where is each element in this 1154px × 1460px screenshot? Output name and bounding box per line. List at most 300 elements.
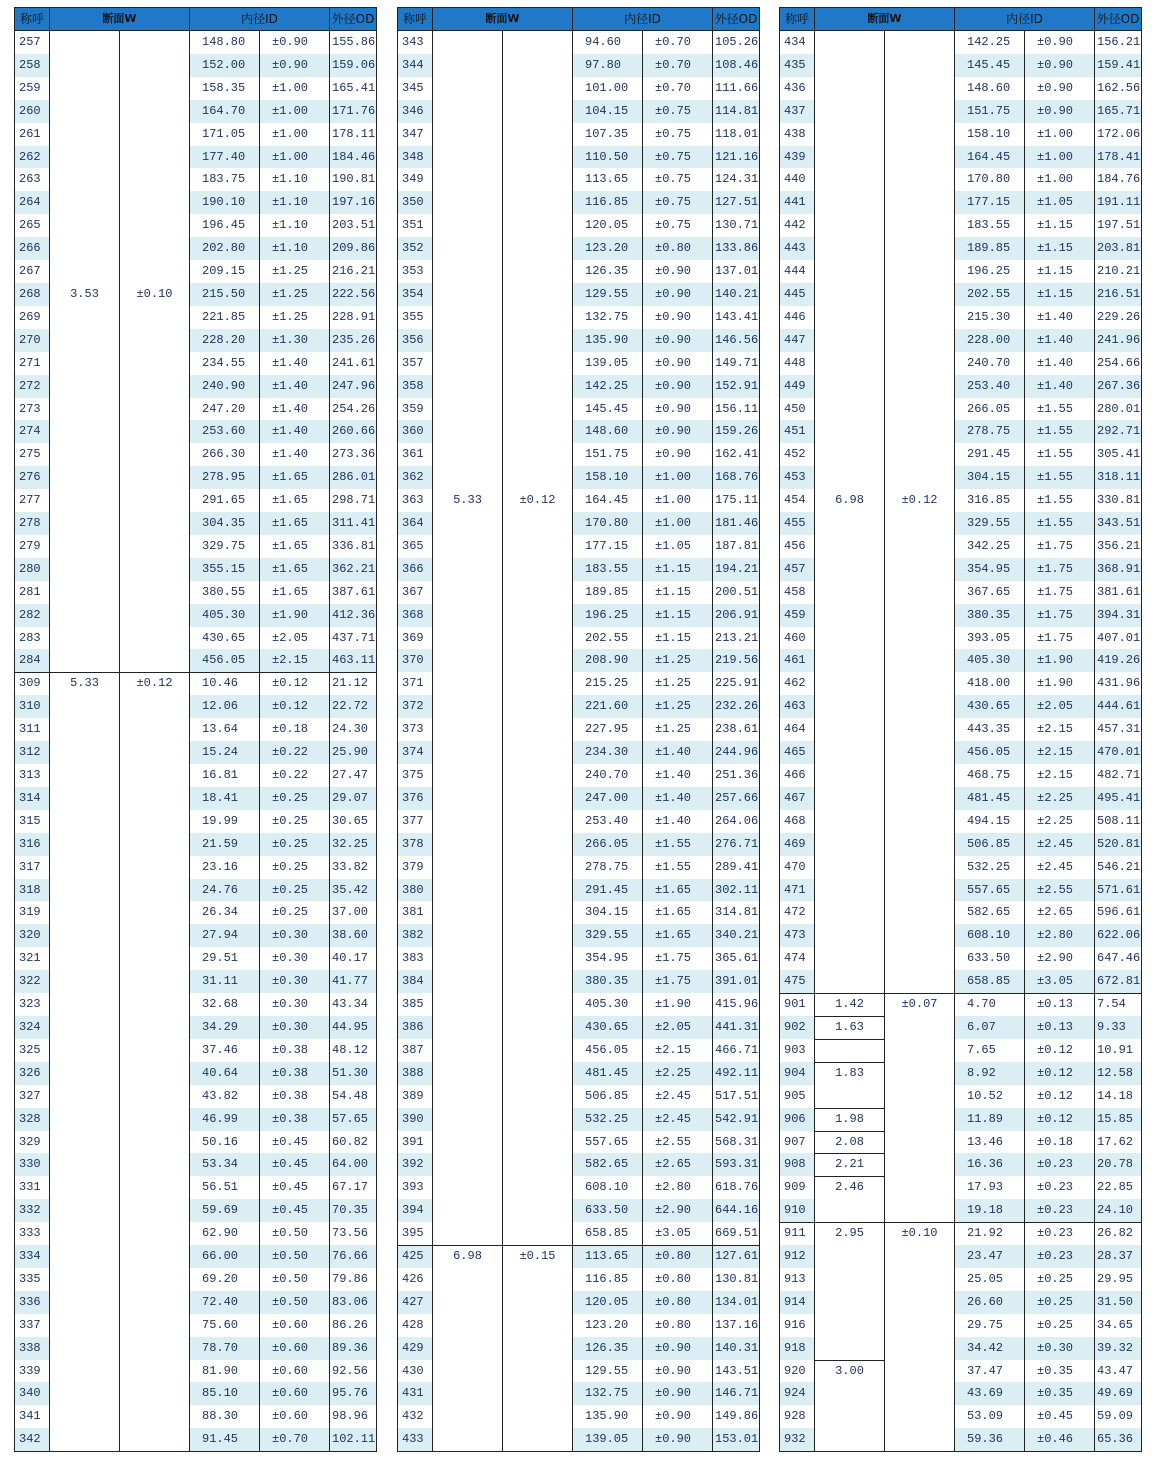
table-row: [15, 1062, 376, 1085]
section-w-cell: [814, 970, 884, 993]
table-row: [398, 672, 759, 695]
table-row: [780, 260, 1141, 283]
inner-diameter-tol-cell: ±2.15: [642, 1039, 712, 1062]
code-cell: 426: [398, 1268, 432, 1291]
code-cell: 325: [15, 1039, 49, 1062]
inner-diameter-cell: 43.82: [189, 1085, 259, 1108]
inner-diameter-cell: 304.35: [189, 512, 259, 535]
inner-diameter-cell: 10.46: [189, 672, 259, 695]
section-w-tol-cell: [502, 100, 572, 123]
inner-diameter-cell: 253.40: [954, 375, 1024, 398]
inner-diameter-cell: 202.55: [572, 627, 642, 650]
section-w-cell: [49, 764, 119, 787]
inner-diameter-tol-cell: ±2.05: [1024, 695, 1094, 718]
inner-diameter-tol-cell: ±1.00: [259, 123, 329, 146]
code-cell: 377: [398, 810, 432, 833]
inner-diameter-cell: 72.40: [189, 1291, 259, 1314]
table-row: [780, 741, 1141, 764]
section-w-tol-cell: [119, 191, 189, 214]
inner-diameter-tol-cell: ±1.40: [642, 741, 712, 764]
inner-diameter-cell: 380.55: [189, 581, 259, 604]
outer-diameter-cell: 57.65: [329, 1108, 376, 1131]
code-cell: 279: [15, 535, 49, 558]
inner-diameter-cell: 31.11: [189, 970, 259, 993]
inner-diameter-cell: 189.85: [572, 581, 642, 604]
section-w-tol-cell: [119, 1085, 189, 1108]
table-row: [398, 1039, 759, 1062]
code-cell: 470: [780, 856, 814, 879]
section-w-cell: [49, 398, 119, 421]
table-row: [780, 718, 1141, 741]
section-w-cell: [814, 1039, 884, 1062]
code-cell: 263: [15, 168, 49, 191]
code-cell: 336: [15, 1291, 49, 1314]
section-w-tol-cell: ±0.10: [884, 1222, 954, 1245]
table-row: [15, 191, 376, 214]
inner-diameter-cell: 190.10: [189, 191, 259, 214]
section-w-cell: [49, 1360, 119, 1383]
outer-diameter-cell: 130.71: [712, 214, 759, 237]
outer-diameter-cell: 171.76: [329, 100, 376, 123]
code-cell: 389: [398, 1085, 432, 1108]
section-w-tol-cell: [119, 466, 189, 489]
inner-diameter-tol-cell: ±1.10: [259, 168, 329, 191]
table-row: [780, 535, 1141, 558]
table-row: [15, 947, 376, 970]
section-w-tol-cell: ±0.12: [502, 489, 572, 512]
outer-diameter-cell: 124.31: [712, 168, 759, 191]
inner-diameter-tol-cell: ±0.50: [259, 1291, 329, 1314]
header-outer-diameter: 外径OD: [1094, 8, 1141, 30]
table-row: [15, 466, 376, 489]
outer-diameter-cell: 27.47: [329, 764, 376, 787]
code-cell: 278: [15, 512, 49, 535]
inner-diameter-cell: 253.40: [572, 810, 642, 833]
inner-diameter-tol-cell: ±1.40: [642, 787, 712, 810]
section-w-tol-cell: [502, 466, 572, 489]
inner-diameter-cell: 50.16: [189, 1131, 259, 1154]
outer-diameter-cell: 437.71: [329, 627, 376, 650]
inner-diameter-cell: 18.41: [189, 787, 259, 810]
code-cell: 391: [398, 1131, 432, 1154]
inner-diameter-cell: 183.55: [954, 214, 1024, 237]
section-w-tol-cell: [119, 947, 189, 970]
section-w-cell: [432, 764, 502, 787]
table-row: [780, 329, 1141, 352]
table-row: [780, 306, 1141, 329]
section-w-tol-cell: [502, 191, 572, 214]
section-w-cell: [814, 352, 884, 375]
outer-diameter-cell: 644.16: [712, 1199, 759, 1222]
outer-diameter-cell: 48.12: [329, 1039, 376, 1062]
section-w-cell: [432, 329, 502, 352]
section-w-cell: [432, 100, 502, 123]
outer-diameter-cell: 17.62: [1094, 1131, 1141, 1154]
code-cell: 440: [780, 168, 814, 191]
section-w-tol-cell: [119, 1382, 189, 1405]
section-w-tol-cell: [119, 420, 189, 443]
code-cell: 392: [398, 1153, 432, 1176]
outer-diameter-cell: 35.42: [329, 879, 376, 902]
inner-diameter-cell: 304.15: [954, 466, 1024, 489]
outer-diameter-cell: 216.21: [329, 260, 376, 283]
section-w-tol-cell: [502, 558, 572, 581]
inner-diameter-cell: 355.15: [189, 558, 259, 581]
code-cell: 343: [398, 31, 432, 54]
inner-diameter-tol-cell: ±1.00: [642, 466, 712, 489]
table-row: [398, 649, 759, 672]
section-w-tol-cell: [502, 1382, 572, 1405]
outer-diameter-cell: 31.50: [1094, 1291, 1141, 1314]
inner-diameter-tol-cell: ±0.23: [1024, 1199, 1094, 1222]
inner-diameter-tol-cell: ±0.60: [259, 1360, 329, 1383]
section-w-tol-cell: [119, 329, 189, 352]
section-w-cell: [432, 718, 502, 741]
table-row: [398, 581, 759, 604]
section-w-tol-cell: [502, 672, 572, 695]
inner-diameter-cell: 227.95: [572, 718, 642, 741]
section-w-tol-cell: [119, 31, 189, 54]
code-cell: 353: [398, 260, 432, 283]
inner-diameter-tol-cell: ±0.12: [1024, 1108, 1094, 1131]
code-cell: 268: [15, 283, 49, 306]
code-cell: 318: [15, 879, 49, 902]
section-w-cell: [49, 1382, 119, 1405]
code-cell: 341: [15, 1405, 49, 1428]
inner-diameter-tol-cell: ±0.38: [259, 1039, 329, 1062]
section-w-cell: 2.21: [814, 1153, 884, 1176]
code-cell: 337: [15, 1314, 49, 1337]
table-row: [398, 1222, 759, 1245]
section-w-cell: [49, 649, 119, 672]
header-code: 称呼: [402, 12, 427, 26]
inner-diameter-cell: 608.10: [572, 1176, 642, 1199]
section-w-cell: [814, 535, 884, 558]
inner-diameter-cell: 170.80: [954, 168, 1024, 191]
table-row: [398, 879, 759, 902]
section-w-cell: [432, 810, 502, 833]
outer-diameter-cell: 466.71: [712, 1039, 759, 1062]
table-row: [15, 924, 376, 947]
table-row: [780, 1360, 1141, 1383]
section-w-cell: [814, 1268, 884, 1291]
outer-diameter-cell: 49.69: [1094, 1382, 1141, 1405]
section-w-cell: 1.83: [814, 1062, 884, 1085]
inner-diameter-tol-cell: ±0.90: [1024, 77, 1094, 100]
section-w-cell: [49, 1176, 119, 1199]
inner-diameter-cell: 633.50: [954, 947, 1024, 970]
table-row: [398, 558, 759, 581]
section-w-cell: [432, 443, 502, 466]
inner-diameter-tol-cell: ±1.05: [1024, 191, 1094, 214]
outer-diameter-cell: 10.91: [1094, 1039, 1141, 1062]
outer-diameter-cell: 9.33: [1094, 1016, 1141, 1039]
table-row: [780, 1131, 1141, 1154]
section-w-tol-cell: [884, 1108, 954, 1131]
inner-diameter-tol-cell: ±2.15: [259, 649, 329, 672]
code-cell: 338: [15, 1337, 49, 1360]
outer-diameter-cell: 232.26: [712, 695, 759, 718]
section-w-cell: [814, 329, 884, 352]
outer-diameter-cell: 492.11: [712, 1062, 759, 1085]
outer-diameter-cell: 140.31: [712, 1337, 759, 1360]
section-w-tol-cell: [502, 1268, 572, 1291]
section-w-cell: [49, 924, 119, 947]
outer-diameter-cell: 22.72: [329, 695, 376, 718]
inner-diameter-tol-cell: ±0.12: [1024, 1039, 1094, 1062]
section-w-cell: [432, 398, 502, 421]
outer-diameter-cell: 302.11: [712, 879, 759, 902]
section-w-tol-cell: [119, 1108, 189, 1131]
section-w-cell: [49, 306, 119, 329]
code-cell: 326: [15, 1062, 49, 1085]
inner-diameter-cell: 53.09: [954, 1405, 1024, 1428]
inner-diameter-tol-cell: ±1.55: [1024, 489, 1094, 512]
code-cell: 334: [15, 1245, 49, 1268]
section-w-cell: [814, 54, 884, 77]
code-cell: 284: [15, 649, 49, 672]
table-row: [15, 879, 376, 902]
inner-diameter-cell: 418.00: [954, 672, 1024, 695]
outer-diameter-cell: 254.66: [1094, 352, 1141, 375]
code-cell: 906: [780, 1108, 814, 1131]
table-row: [15, 375, 376, 398]
outer-diameter-cell: 289.41: [712, 856, 759, 879]
inner-diameter-tol-cell: ±1.90: [1024, 672, 1094, 695]
table-row: [15, 352, 376, 375]
table-row: [15, 1222, 376, 1245]
section-w-cell: [49, 77, 119, 100]
section-w-tol-cell: [884, 31, 954, 54]
section-w-cell: [432, 1199, 502, 1222]
outer-diameter-cell: 343.51: [1094, 512, 1141, 535]
code-cell: 274: [15, 420, 49, 443]
inner-diameter-cell: 164.45: [954, 146, 1024, 169]
section-w-tol-cell: [884, 879, 954, 902]
section-w-cell: [49, 833, 119, 856]
table-row: [780, 1268, 1141, 1291]
table-row: [780, 833, 1141, 856]
inner-diameter-cell: 13.46: [954, 1131, 1024, 1154]
code-cell: 439: [780, 146, 814, 169]
section-w-cell: [49, 1222, 119, 1245]
table-row: [780, 466, 1141, 489]
code-cell: 340: [15, 1382, 49, 1405]
outer-diameter-cell: 28.37: [1094, 1245, 1141, 1268]
inner-diameter-cell: 278.75: [954, 420, 1024, 443]
outer-diameter-cell: 200.51: [712, 581, 759, 604]
section-w-cell: [432, 1039, 502, 1062]
inner-diameter-tol-cell: ±1.15: [1024, 237, 1094, 260]
section-w-tol-cell: [884, 833, 954, 856]
code-cell: 441: [780, 191, 814, 214]
table-row: [398, 947, 759, 970]
code-cell: 276: [15, 466, 49, 489]
table-row: [398, 535, 759, 558]
inner-diameter-tol-cell: ±1.40: [1024, 352, 1094, 375]
inner-diameter-tol-cell: ±1.40: [259, 398, 329, 421]
section-w-tol-cell: [884, 604, 954, 627]
code-cell: 320: [15, 924, 49, 947]
outer-diameter-cell: 64.00: [329, 1153, 376, 1176]
inner-diameter-cell: 142.25: [954, 31, 1024, 54]
table-row: [398, 856, 759, 879]
inner-diameter-tol-cell: ±1.55: [1024, 420, 1094, 443]
table-row: [780, 31, 1141, 54]
table-row: [780, 54, 1141, 77]
section-w-tol-cell: [884, 741, 954, 764]
code-cell: 383: [398, 947, 432, 970]
inner-diameter-tol-cell: ±0.60: [259, 1314, 329, 1337]
outer-diameter-cell: 622.06: [1094, 924, 1141, 947]
section-w-tol-cell: [884, 1314, 954, 1337]
outer-diameter-cell: 542.91: [712, 1108, 759, 1131]
section-w-cell: [432, 191, 502, 214]
table-row: [15, 604, 376, 627]
section-w-tol-cell: ±0.12: [884, 489, 954, 512]
code-cell: 261: [15, 123, 49, 146]
section-w-cell: [814, 1291, 884, 1314]
code-cell: 429: [398, 1337, 432, 1360]
table-row: [398, 993, 759, 1016]
outer-diameter-cell: 251.36: [712, 764, 759, 787]
inner-diameter-cell: 123.20: [572, 237, 642, 260]
code-cell: 370: [398, 649, 432, 672]
inner-diameter-tol-cell: ±0.25: [259, 833, 329, 856]
section-w-cell: 6.98: [814, 489, 884, 512]
inner-diameter-cell: 59.36: [954, 1428, 1024, 1451]
code-cell: 379: [398, 856, 432, 879]
section-w-tol-cell: [502, 283, 572, 306]
table-row: [398, 375, 759, 398]
table-row: [398, 489, 759, 512]
section-w-cell: [432, 237, 502, 260]
outer-diameter-cell: 441.31: [712, 1016, 759, 1039]
code-cell: 908: [780, 1153, 814, 1176]
outer-diameter-cell: 67.17: [329, 1176, 376, 1199]
section-w-cell: [49, 260, 119, 283]
code-cell: 349: [398, 168, 432, 191]
inner-diameter-tol-cell: ±0.38: [259, 1108, 329, 1131]
code-cell: 465: [780, 741, 814, 764]
inner-diameter-cell: 240.70: [572, 764, 642, 787]
section-w-tol-cell: [119, 1405, 189, 1428]
table-row: [398, 1131, 759, 1154]
code-cell: 311: [15, 718, 49, 741]
outer-diameter-cell: 219.56: [712, 649, 759, 672]
outer-diameter-cell: 156.21: [1094, 31, 1141, 54]
inner-diameter-tol-cell: ±0.60: [259, 1337, 329, 1360]
inner-diameter-cell: 171.05: [189, 123, 259, 146]
header-section-w: 断面W: [49, 8, 189, 30]
outer-diameter-cell: 111.66: [712, 77, 759, 100]
inner-diameter-tol-cell: ±0.22: [259, 764, 329, 787]
outer-diameter-cell: 175.11: [712, 489, 759, 512]
inner-diameter-cell: 59.69: [189, 1199, 259, 1222]
outer-diameter-cell: 213.21: [712, 627, 759, 650]
inner-diameter-tol-cell: ±0.30: [259, 947, 329, 970]
inner-diameter-cell: 132.75: [572, 1382, 642, 1405]
section-w-cell: [432, 947, 502, 970]
inner-diameter-tol-cell: ±2.90: [642, 1199, 712, 1222]
code-cell: 472: [780, 901, 814, 924]
inner-diameter-cell: 19.99: [189, 810, 259, 833]
section-w-tol-cell: [884, 1245, 954, 1268]
code-cell: 450: [780, 398, 814, 421]
table-row: [398, 1382, 759, 1405]
code-cell: 266: [15, 237, 49, 260]
section-w-tol-cell: [119, 123, 189, 146]
table-row: [15, 1016, 376, 1039]
outer-diameter-cell: 149.86: [712, 1405, 759, 1428]
section-w-cell: [49, 466, 119, 489]
code-cell: 324: [15, 1016, 49, 1039]
code-cell: 913: [780, 1268, 814, 1291]
table-row: [780, 375, 1141, 398]
section-w-tol-cell: [502, 54, 572, 77]
code-cell: 901: [780, 993, 814, 1016]
inner-diameter-tol-cell: ±0.75: [642, 214, 712, 237]
outer-diameter-cell: 178.11: [329, 123, 376, 146]
code-cell: 466: [780, 764, 814, 787]
header-code: 称呼: [784, 12, 809, 26]
table-row: [398, 1199, 759, 1222]
table-row: [15, 146, 376, 169]
code-cell: 381: [398, 901, 432, 924]
section-w-cell: [49, 627, 119, 650]
inner-diameter-tol-cell: ±0.90: [642, 1405, 712, 1428]
code-cell: 449: [780, 375, 814, 398]
table-row: [780, 1039, 1141, 1062]
outer-diameter-cell: 73.56: [329, 1222, 376, 1245]
section-w-cell: [432, 260, 502, 283]
section-w-cell: [49, 581, 119, 604]
code-cell: 265: [15, 214, 49, 237]
code-cell: 920: [780, 1360, 814, 1383]
section-w-tol-cell: [119, 512, 189, 535]
code-cell: 309: [15, 672, 49, 695]
table-row: [15, 787, 376, 810]
inner-diameter-cell: 27.94: [189, 924, 259, 947]
inner-diameter-tol-cell: ±2.05: [642, 1016, 712, 1039]
code-cell: 378: [398, 833, 432, 856]
inner-diameter-cell: 170.80: [572, 512, 642, 535]
inner-diameter-tol-cell: ±0.25: [259, 856, 329, 879]
outer-diameter-cell: 26.82: [1094, 1222, 1141, 1245]
outer-diameter-cell: 381.61: [1094, 581, 1141, 604]
code-cell: 267: [15, 260, 49, 283]
code-cell: 445: [780, 283, 814, 306]
code-cell: 333: [15, 1222, 49, 1245]
outer-diameter-cell: 172.06: [1094, 123, 1141, 146]
section-w-cell: [49, 420, 119, 443]
outer-diameter-cell: 298.71: [329, 489, 376, 512]
table-row: [780, 1108, 1141, 1131]
section-w-tol-cell: [119, 1268, 189, 1291]
inner-diameter-tol-cell: ±0.50: [259, 1268, 329, 1291]
inner-diameter-tol-cell: ±3.05: [1024, 970, 1094, 993]
inner-diameter-tol-cell: ±0.25: [1024, 1268, 1094, 1291]
outer-diameter-cell: 197.16: [329, 191, 376, 214]
inner-diameter-cell: 26.34: [189, 901, 259, 924]
inner-diameter-cell: 145.45: [572, 398, 642, 421]
inner-diameter-tol-cell: ±0.30: [1024, 1337, 1094, 1360]
section-w-cell: [432, 970, 502, 993]
inner-diameter-cell: 291.45: [572, 879, 642, 902]
table-row: [15, 993, 376, 1016]
table-row: [780, 283, 1141, 306]
section-w-tol-cell: [502, 649, 572, 672]
